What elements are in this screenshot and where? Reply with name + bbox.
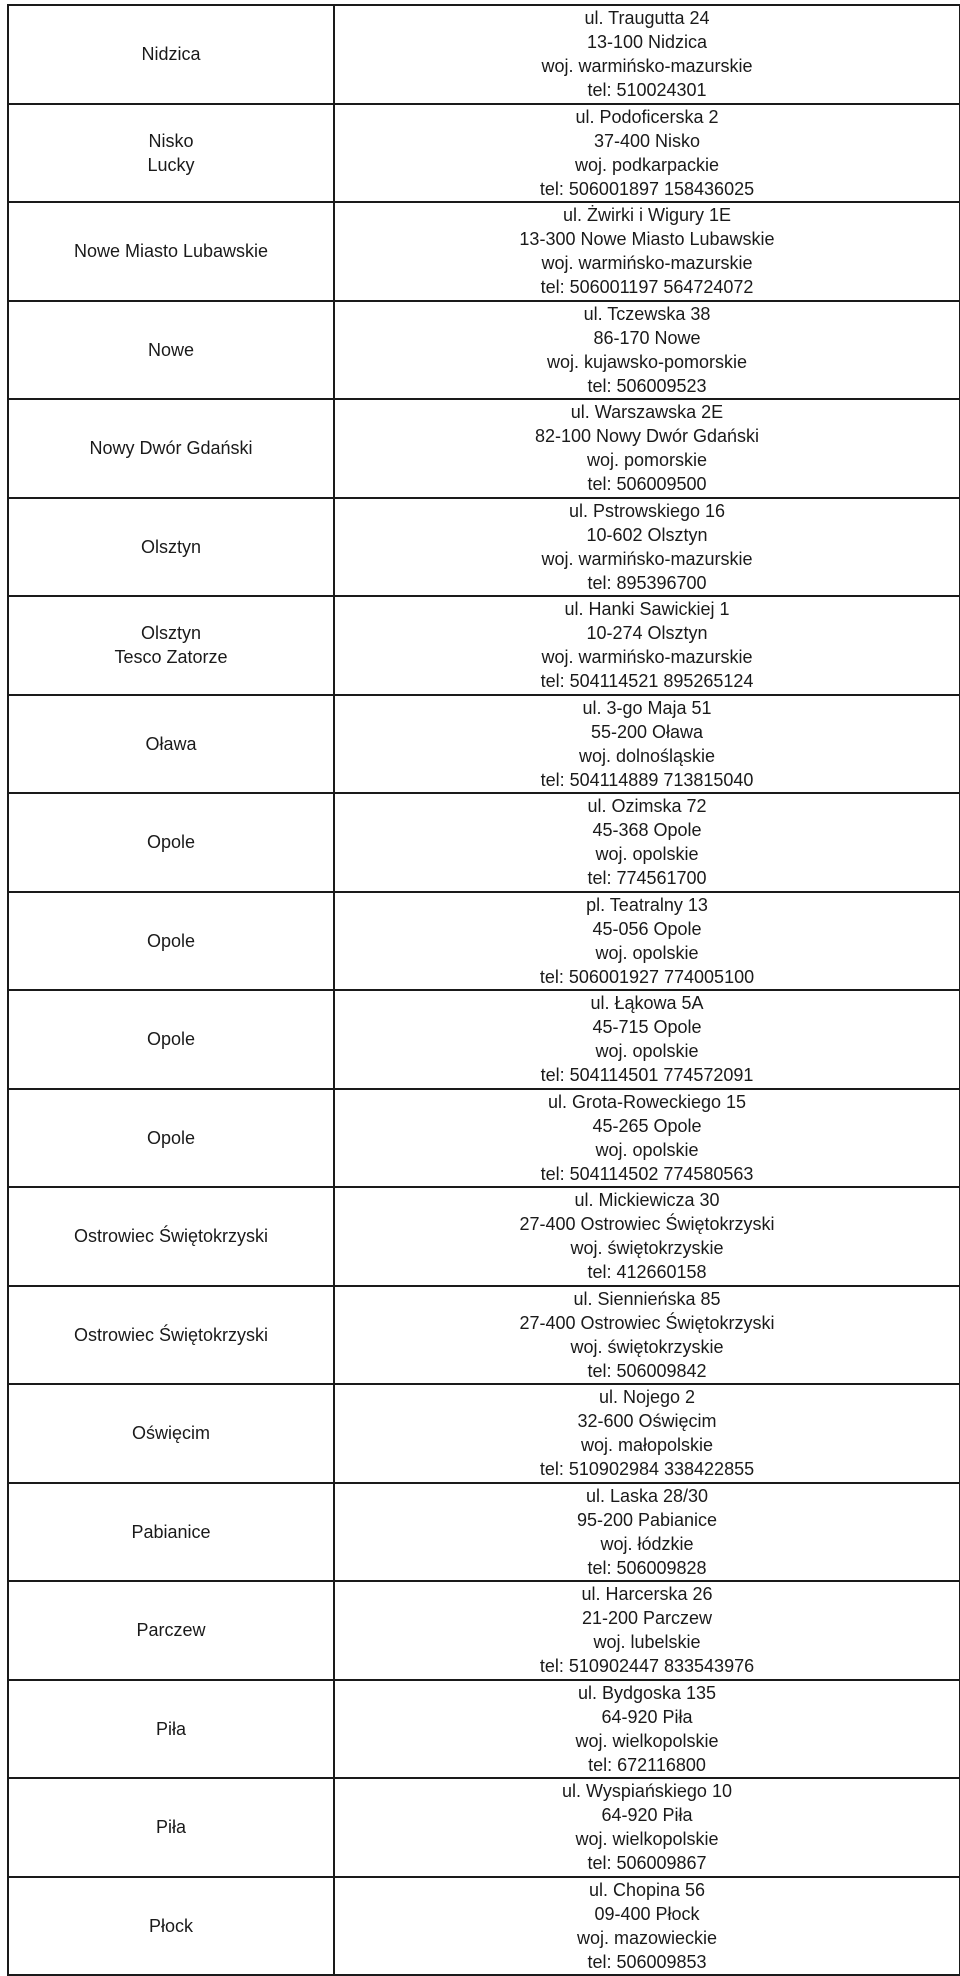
store-row <box>8 202 960 301</box>
voivodeship: woj. opolskie <box>595 1139 699 1160</box>
address-cell <box>334 1877 960 1976</box>
city-cell <box>8 1877 334 1976</box>
voivodeship: woj. pomorskie <box>586 450 708 471</box>
store-row <box>8 1778 960 1877</box>
phone-numbers: tel: 412660158 <box>587 1262 707 1283</box>
postal-code-city: 27-400 Ostrowiec Świętokrzyski <box>519 1312 775 1333</box>
postal-code-city: 45-368 Opole <box>592 820 702 841</box>
voivodeship: woj. świętokrzyskie <box>570 1336 724 1357</box>
address-cell <box>334 1187 960 1286</box>
city-cell <box>8 202 334 301</box>
address-cell <box>334 5 960 104</box>
city-name: Piła <box>155 1718 186 1739</box>
street-address: ul. Wyspiańskiego 10 <box>562 1781 732 1802</box>
phone-numbers: tel: 506009523 <box>587 375 707 396</box>
address-cell <box>334 695 960 794</box>
address-cell <box>334 892 960 991</box>
city-name: Nisko <box>148 130 194 151</box>
street-address: ul. Siennieńska 85 <box>573 1288 721 1309</box>
street-address: ul. Żwirki i Wigury 1E <box>562 205 732 226</box>
street-address: ul. Podoficerska 2 <box>575 106 719 127</box>
postal-code-city: 95-200 Pabianice <box>576 1509 718 1530</box>
postal-code-city: 21-200 Parczew <box>581 1608 713 1629</box>
city-cell <box>8 301 334 400</box>
voivodeship: woj. świętokrzyskie <box>570 1238 724 1259</box>
street-address: ul. Hanki Sawickiej 1 <box>564 599 730 620</box>
address-cell <box>334 202 960 301</box>
voivodeship: woj. opolskie <box>595 1041 699 1062</box>
voivodeship: woj. lubelskie <box>593 1632 701 1653</box>
voivodeship: woj. mazowieckie <box>576 1927 718 1948</box>
voivodeship: woj. wielkopolskie <box>575 1730 719 1751</box>
city-cell <box>8 990 334 1089</box>
postal-code-city: 45-265 Opole <box>592 1115 702 1136</box>
city-cell <box>8 1483 334 1582</box>
postal-code-city: 37-400 Nisko <box>593 130 701 151</box>
street-address: ul. 3-go Maja 51 <box>582 697 712 718</box>
phone-numbers: tel: 504114521 895265124 <box>540 671 754 692</box>
store-row <box>8 399 960 498</box>
city-cell <box>8 5 334 104</box>
street-address: ul. Grota-Roweckiego 15 <box>547 1091 747 1112</box>
phone-numbers: tel: 504114889 713815040 <box>540 769 754 790</box>
street-address: ul. Laska 28/30 <box>585 1485 709 1506</box>
city-cell <box>8 695 334 794</box>
postal-code-city: 32-600 Oświęcim <box>577 1411 717 1432</box>
phone-numbers: tel: 506001927 774005100 <box>539 966 755 987</box>
store-row <box>8 1877 960 1976</box>
postal-code-city: 10-274 Olsztyn <box>586 623 708 644</box>
phone-numbers: tel: 506001197 564724072 <box>540 277 754 298</box>
city-name: Opole <box>146 832 196 853</box>
phone-numbers: tel: 504114501 774572091 <box>540 1065 754 1086</box>
address-cell <box>334 793 960 892</box>
store-row <box>8 1187 960 1286</box>
postal-code-city: 10-602 Olsztyn <box>586 524 708 545</box>
voivodeship: woj. kujawsko-pomorskie <box>546 351 748 372</box>
phone-numbers: tel: 504114502 774580563 <box>540 1163 754 1184</box>
store-row <box>8 793 960 892</box>
address-cell <box>334 1384 960 1483</box>
city-cell <box>8 1286 334 1385</box>
street-address: ul. Bydgoska 135 <box>577 1682 717 1703</box>
phone-numbers: tel: 510902984 338422855 <box>539 1459 755 1480</box>
city-name: Nowe Miasto Lubawskie <box>73 241 269 262</box>
city-cell <box>8 793 334 892</box>
voivodeship: woj. warmińsko-mazurskie <box>541 56 753 77</box>
address-cell <box>334 1483 960 1582</box>
postal-code-city: 82-100 Nowy Dwór Gdański <box>534 426 760 447</box>
store-row <box>8 5 960 104</box>
address-cell <box>334 104 960 203</box>
address-cell <box>334 1089 960 1188</box>
postal-code-city: 64-920 Piła <box>601 1805 693 1826</box>
address-cell <box>334 990 960 1089</box>
city-name: Nidzica <box>141 44 201 65</box>
phone-numbers: tel: 506001897 158436025 <box>539 178 755 199</box>
address-cell <box>334 1778 960 1877</box>
street-address: ul. Harcerska 26 <box>581 1584 713 1605</box>
city-name: Ostrowiec Świętokrzyski <box>73 1226 269 1247</box>
street-address: pl. Teatralny 13 <box>586 894 708 915</box>
city-name: Pabianice <box>131 1521 211 1542</box>
street-address: ul. Traugutta 24 <box>584 8 710 29</box>
voivodeship: woj. łódzkie <box>600 1533 694 1554</box>
store-table-body <box>8 5 960 1975</box>
store-row <box>8 104 960 203</box>
city-cell <box>8 399 334 498</box>
street-address: ul. Chopina 56 <box>588 1879 706 1900</box>
address-cell <box>334 1286 960 1385</box>
address-cell <box>334 596 960 695</box>
store-row <box>8 1680 960 1779</box>
address-cell <box>334 498 960 597</box>
street-address: ul. Nojego 2 <box>598 1387 696 1408</box>
store-row <box>8 301 960 400</box>
phone-numbers: tel: 506009867 <box>587 1853 707 1874</box>
store-location-name: Tesco Zatorze <box>114 647 228 668</box>
address-cell <box>334 1581 960 1680</box>
street-address: ul. Łąkowa 5A <box>590 993 704 1014</box>
city-name: Nowy Dwór Gdański <box>89 438 253 459</box>
address-cell <box>334 399 960 498</box>
phone-numbers: tel: 506009828 <box>587 1557 707 1578</box>
store-row <box>8 1089 960 1188</box>
voivodeship: woj. warmińsko-mazurskie <box>541 548 753 569</box>
postal-code-city: 64-920 Piła <box>601 1706 693 1727</box>
store-row <box>8 695 960 794</box>
postal-code-city: 13-100 Nidzica <box>586 32 708 53</box>
city-name: Opole <box>146 1029 196 1050</box>
phone-numbers: tel: 506009842 <box>587 1360 707 1381</box>
postal-code-city: 55-200 Oława <box>590 721 704 742</box>
postal-code-city: 13-300 Nowe Miasto Lubawskie <box>519 229 775 250</box>
store-location-name: Lucky <box>147 154 195 175</box>
postal-code-city: 09-400 Płock <box>594 1903 700 1924</box>
city-name: Opole <box>146 1127 196 1148</box>
voivodeship: woj. warmińsko-mazurskie <box>541 253 753 274</box>
city-name: Piła <box>155 1817 186 1838</box>
store-row <box>8 990 960 1089</box>
voivodeship: woj. wielkopolskie <box>575 1829 719 1850</box>
street-address: ul. Ozimska 72 <box>587 796 707 817</box>
city-cell <box>8 498 334 597</box>
city-cell <box>8 596 334 695</box>
store-row <box>8 1581 960 1680</box>
city-name: Oława <box>145 733 197 754</box>
city-cell <box>8 1778 334 1877</box>
voivodeship: woj. dolnośląskie <box>578 745 716 766</box>
voivodeship: woj. opolskie <box>595 942 699 963</box>
address-cell <box>334 301 960 400</box>
city-name: Olsztyn <box>140 623 201 644</box>
voivodeship: woj. podkarpackie <box>574 154 720 175</box>
phone-numbers: tel: 510024301 <box>587 80 707 101</box>
city-name: Płock <box>148 1915 193 1936</box>
city-cell <box>8 892 334 991</box>
store-row <box>8 1483 960 1582</box>
postal-code-city: 27-400 Ostrowiec Świętokrzyski <box>519 1214 775 1235</box>
postal-code-city: 45-056 Opole <box>592 918 702 939</box>
phone-numbers: tel: 506009500 <box>587 474 707 495</box>
postal-code-city: 45-715 Opole <box>592 1017 702 1038</box>
city-name: Nowe <box>147 339 195 360</box>
store-row <box>8 498 960 597</box>
store-row <box>8 1384 960 1483</box>
phone-numbers: tel: 506009853 <box>587 1951 707 1972</box>
city-cell <box>8 104 334 203</box>
city-name: Oświęcim <box>131 1423 210 1444</box>
voivodeship: woj. opolskie <box>595 844 699 865</box>
city-cell <box>8 1384 334 1483</box>
street-address: ul. Warszawska 2E <box>570 402 724 423</box>
street-address: ul. Mickiewicza 30 <box>574 1190 720 1211</box>
street-address: ul. Tczewska 38 <box>583 303 711 324</box>
city-name: Ostrowiec Świętokrzyski <box>73 1324 269 1345</box>
city-cell <box>8 1680 334 1779</box>
phone-numbers: tel: 672116800 <box>588 1754 706 1775</box>
city-cell <box>8 1089 334 1188</box>
voivodeship: woj. warmińsko-mazurskie <box>541 647 753 668</box>
address-cell <box>334 1680 960 1779</box>
phone-numbers: tel: 510902447 833543976 <box>539 1656 755 1677</box>
city-name: Parczew <box>136 1620 206 1641</box>
store-table <box>7 4 960 1976</box>
phone-numbers: tel: 774561700 <box>587 868 707 889</box>
store-row <box>8 1286 960 1385</box>
city-cell <box>8 1187 334 1286</box>
city-name: Opole <box>146 930 196 951</box>
voivodeship: woj. małopolskie <box>580 1435 714 1456</box>
store-row <box>8 596 960 695</box>
store-row <box>8 892 960 991</box>
city-cell <box>8 1581 334 1680</box>
phone-numbers: tel: 895396700 <box>587 572 707 593</box>
postal-code-city: 86-170 Nowe <box>593 327 701 348</box>
street-address: ul. Pstrowskiego 16 <box>568 500 726 521</box>
city-name: Olsztyn <box>140 536 201 557</box>
